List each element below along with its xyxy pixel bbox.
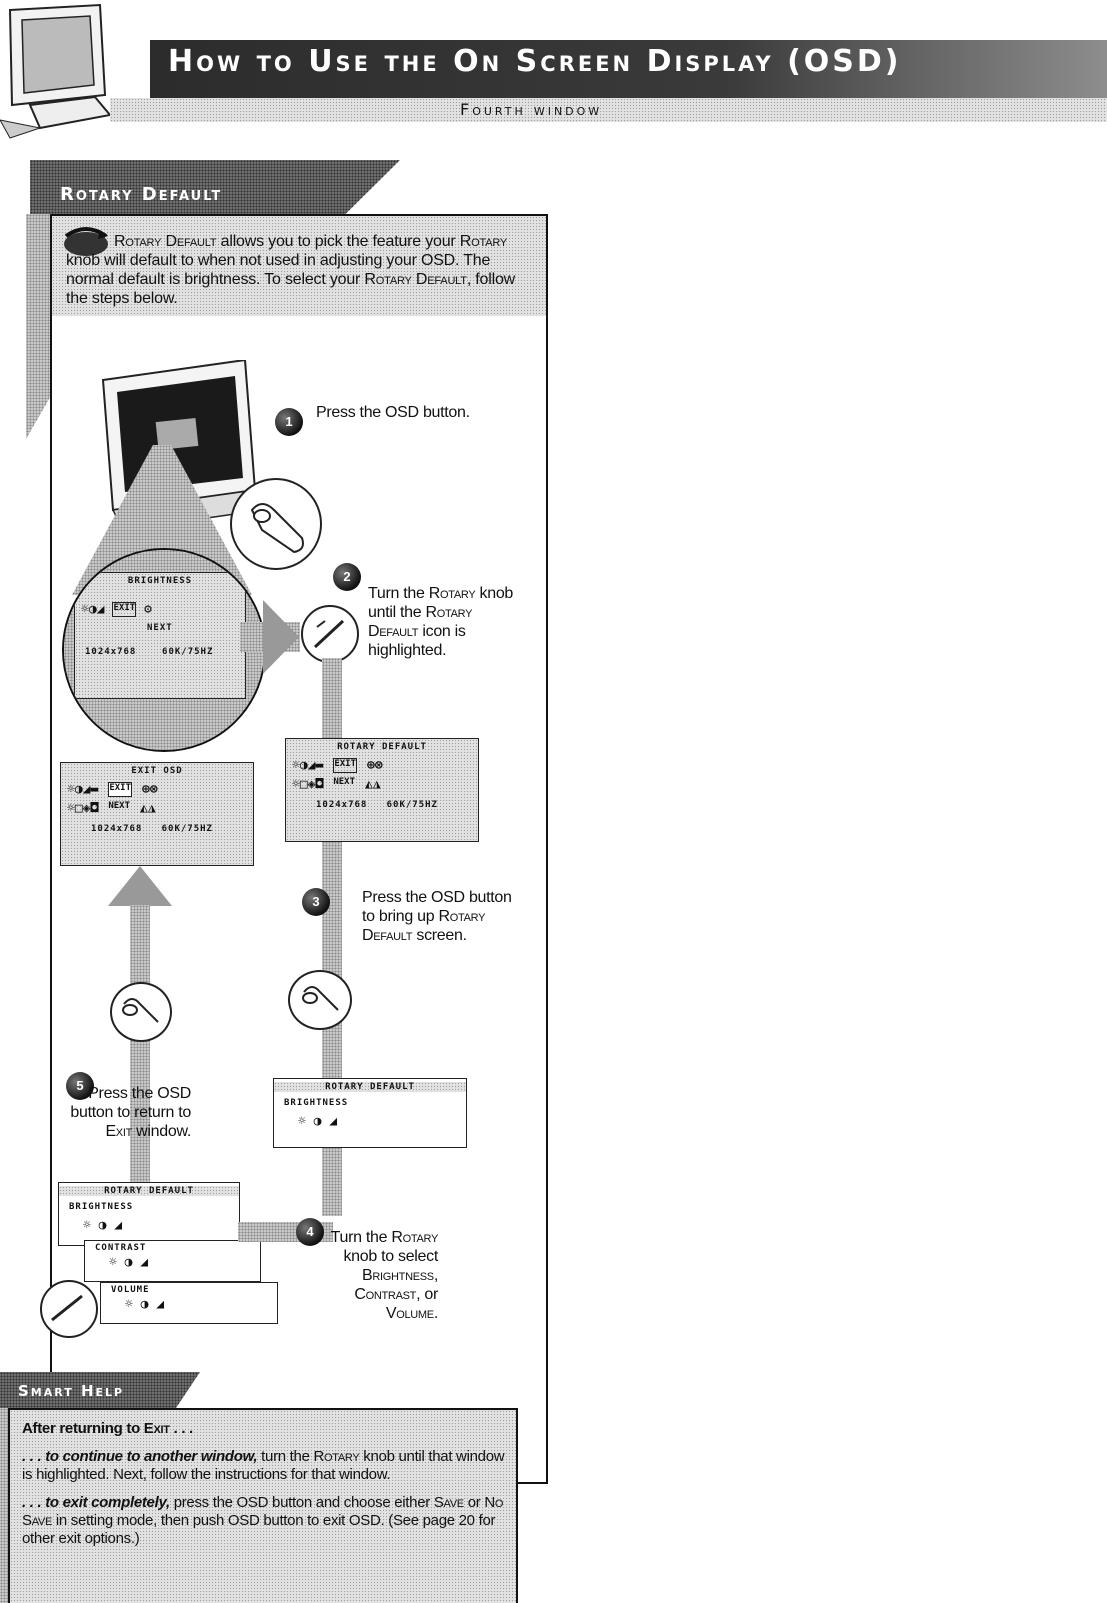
arrow-head-up <box>108 866 172 906</box>
osd-stack-icons-3: ☼ ◑ ◢ <box>125 1297 165 1312</box>
osd-stack-volume <box>100 1282 278 1324</box>
osd-stack-contrast <box>84 1240 261 1282</box>
osd-frequency-2: 60K/75HZ <box>386 800 438 810</box>
knob-turn-icon-2 <box>40 1280 98 1338</box>
osd-icons-row-2b: ◭◮ <box>365 777 381 792</box>
osd-title-rotary-default: ROTARY DEFAULT <box>337 742 427 752</box>
arrow-head-right <box>263 600 299 674</box>
exit-tile: EXIT <box>112 602 136 617</box>
page-subtitle: Fourth window <box>460 100 603 119</box>
osd-stack-icons-2: ☼ ◑ ◢ <box>109 1255 149 1270</box>
osd-icons-row-1b: ⊕⊗ <box>367 758 383 773</box>
osd-rd-icons-1: ☼ ◑ ◢ <box>298 1114 338 1129</box>
step-2-number: 2 <box>333 563 361 591</box>
osd-frequency-3: 60K/75HZ <box>161 824 213 834</box>
sun-icon: ☼◑◢ <box>81 602 105 617</box>
osd-resolution-3: 1024x768 <box>91 824 143 834</box>
hand-press-icon-3 <box>110 982 172 1042</box>
step-1-text: Press the OSD button. <box>316 404 470 421</box>
step-3-number: 3 <box>302 888 330 916</box>
next-tile-2: NEXT <box>333 777 355 787</box>
osd-stack-row-contrast: CONTRAST <box>95 1243 147 1253</box>
osd-stack-icons-1: ☼ ◑ ◢ <box>83 1218 123 1233</box>
osd-exit-icons-row-1b: ⊕⊗ <box>142 782 158 797</box>
step-2-text: Turn the Rotary knob until the Rotary Default icon is highlighted. <box>368 585 514 659</box>
osd-exit-icons-row-1: ☼◑◢▬ <box>67 782 99 797</box>
flow-bar-left <box>130 905 150 1185</box>
knob-turn-icon-1 <box>301 605 359 663</box>
osd-title-exit: EXIT OSD <box>131 766 183 776</box>
step-5-text: Press the OSD button to return to Exit window. <box>70 1085 191 1140</box>
osd-rotary-default-menu <box>285 738 479 842</box>
smart-help-text <box>22 1420 512 1558</box>
step-3-text: Press the OSD button to bring up Rotary Default screen. <box>362 889 512 944</box>
exit-tile-2: EXIT <box>333 758 357 773</box>
osd-icons-row-1: ☼◑◢▬ <box>292 758 324 773</box>
next-tile-3: NEXT <box>108 801 130 811</box>
exit-tile-3: EXIT <box>108 782 132 797</box>
osd-exit-icons-row-2b: ◭◮ <box>140 801 156 816</box>
help-heading: After returning to Exit . . . <box>22 1420 193 1437</box>
osd-rd-title-2: ROTARY DEFAULT <box>59 1186 239 1196</box>
section-title: Rotary Default <box>60 184 223 205</box>
header-subtitle-band <box>110 98 1107 122</box>
osd-rotary-brightness <box>273 1078 467 1148</box>
pin-icon: ⚙ <box>144 602 152 617</box>
side-strip <box>26 214 52 439</box>
osd-rd-row-brightness: BRIGHTNESS <box>284 1098 349 1108</box>
osd-stack-row-volume: VOLUME <box>111 1285 150 1295</box>
help-paragraph-2: . . . to exit completely, press the OSD button and choose either Save or No Save in setting mode, then push OSD button to exit OSD. (See page 20 for other exit options.) <box>22 1494 504 1547</box>
hand-press-icon-2 <box>288 970 352 1030</box>
osd-next-label: NEXT <box>147 623 173 633</box>
intro-text: Rotary Default allows you to pick the feature your Rotary knob will default to when not used in adjusting your OSD. The normal default is brightness. To select your Rotary Default, follow the steps below. <box>66 233 516 307</box>
zoomed-osd-circle <box>62 548 266 752</box>
osd-resolution-2: 1024x768 <box>316 800 368 810</box>
smart-help-title: Smart Help <box>18 1382 125 1400</box>
osd-resolution: 1024x768 <box>85 647 137 657</box>
step-5-number: 5 <box>66 1072 94 1100</box>
osd-frequency: 60K/75HZ <box>162 647 214 657</box>
step-4-number: 4 <box>296 1218 324 1246</box>
osd-exit-icons-row-2: ☼□◈◘ <box>67 801 99 816</box>
osd-rd-title-1: ROTARY DEFAULT <box>274 1082 466 1092</box>
osd-exit-menu <box>60 762 254 866</box>
step-1-number: 1 <box>275 408 303 436</box>
help-paragraph-1: . . . to continue to another window, turn the Rotary knob until that window is highlighted. Next, follow the instructions for that window. <box>22 1448 505 1483</box>
osd-stack-brightness <box>58 1182 240 1246</box>
step-4-text: Turn the Rotary knob to select Brightness, Contrast, or Volume. <box>330 1229 438 1322</box>
page-title: How to Use the On Screen Display (OSD) <box>168 44 902 79</box>
osd-icons-row-2: ☼□◈◘ <box>292 777 324 792</box>
osd-stack-row-brightness: BRIGHTNESS <box>69 1202 134 1212</box>
osd-title-brightness: BRIGHTNESS <box>127 576 193 586</box>
